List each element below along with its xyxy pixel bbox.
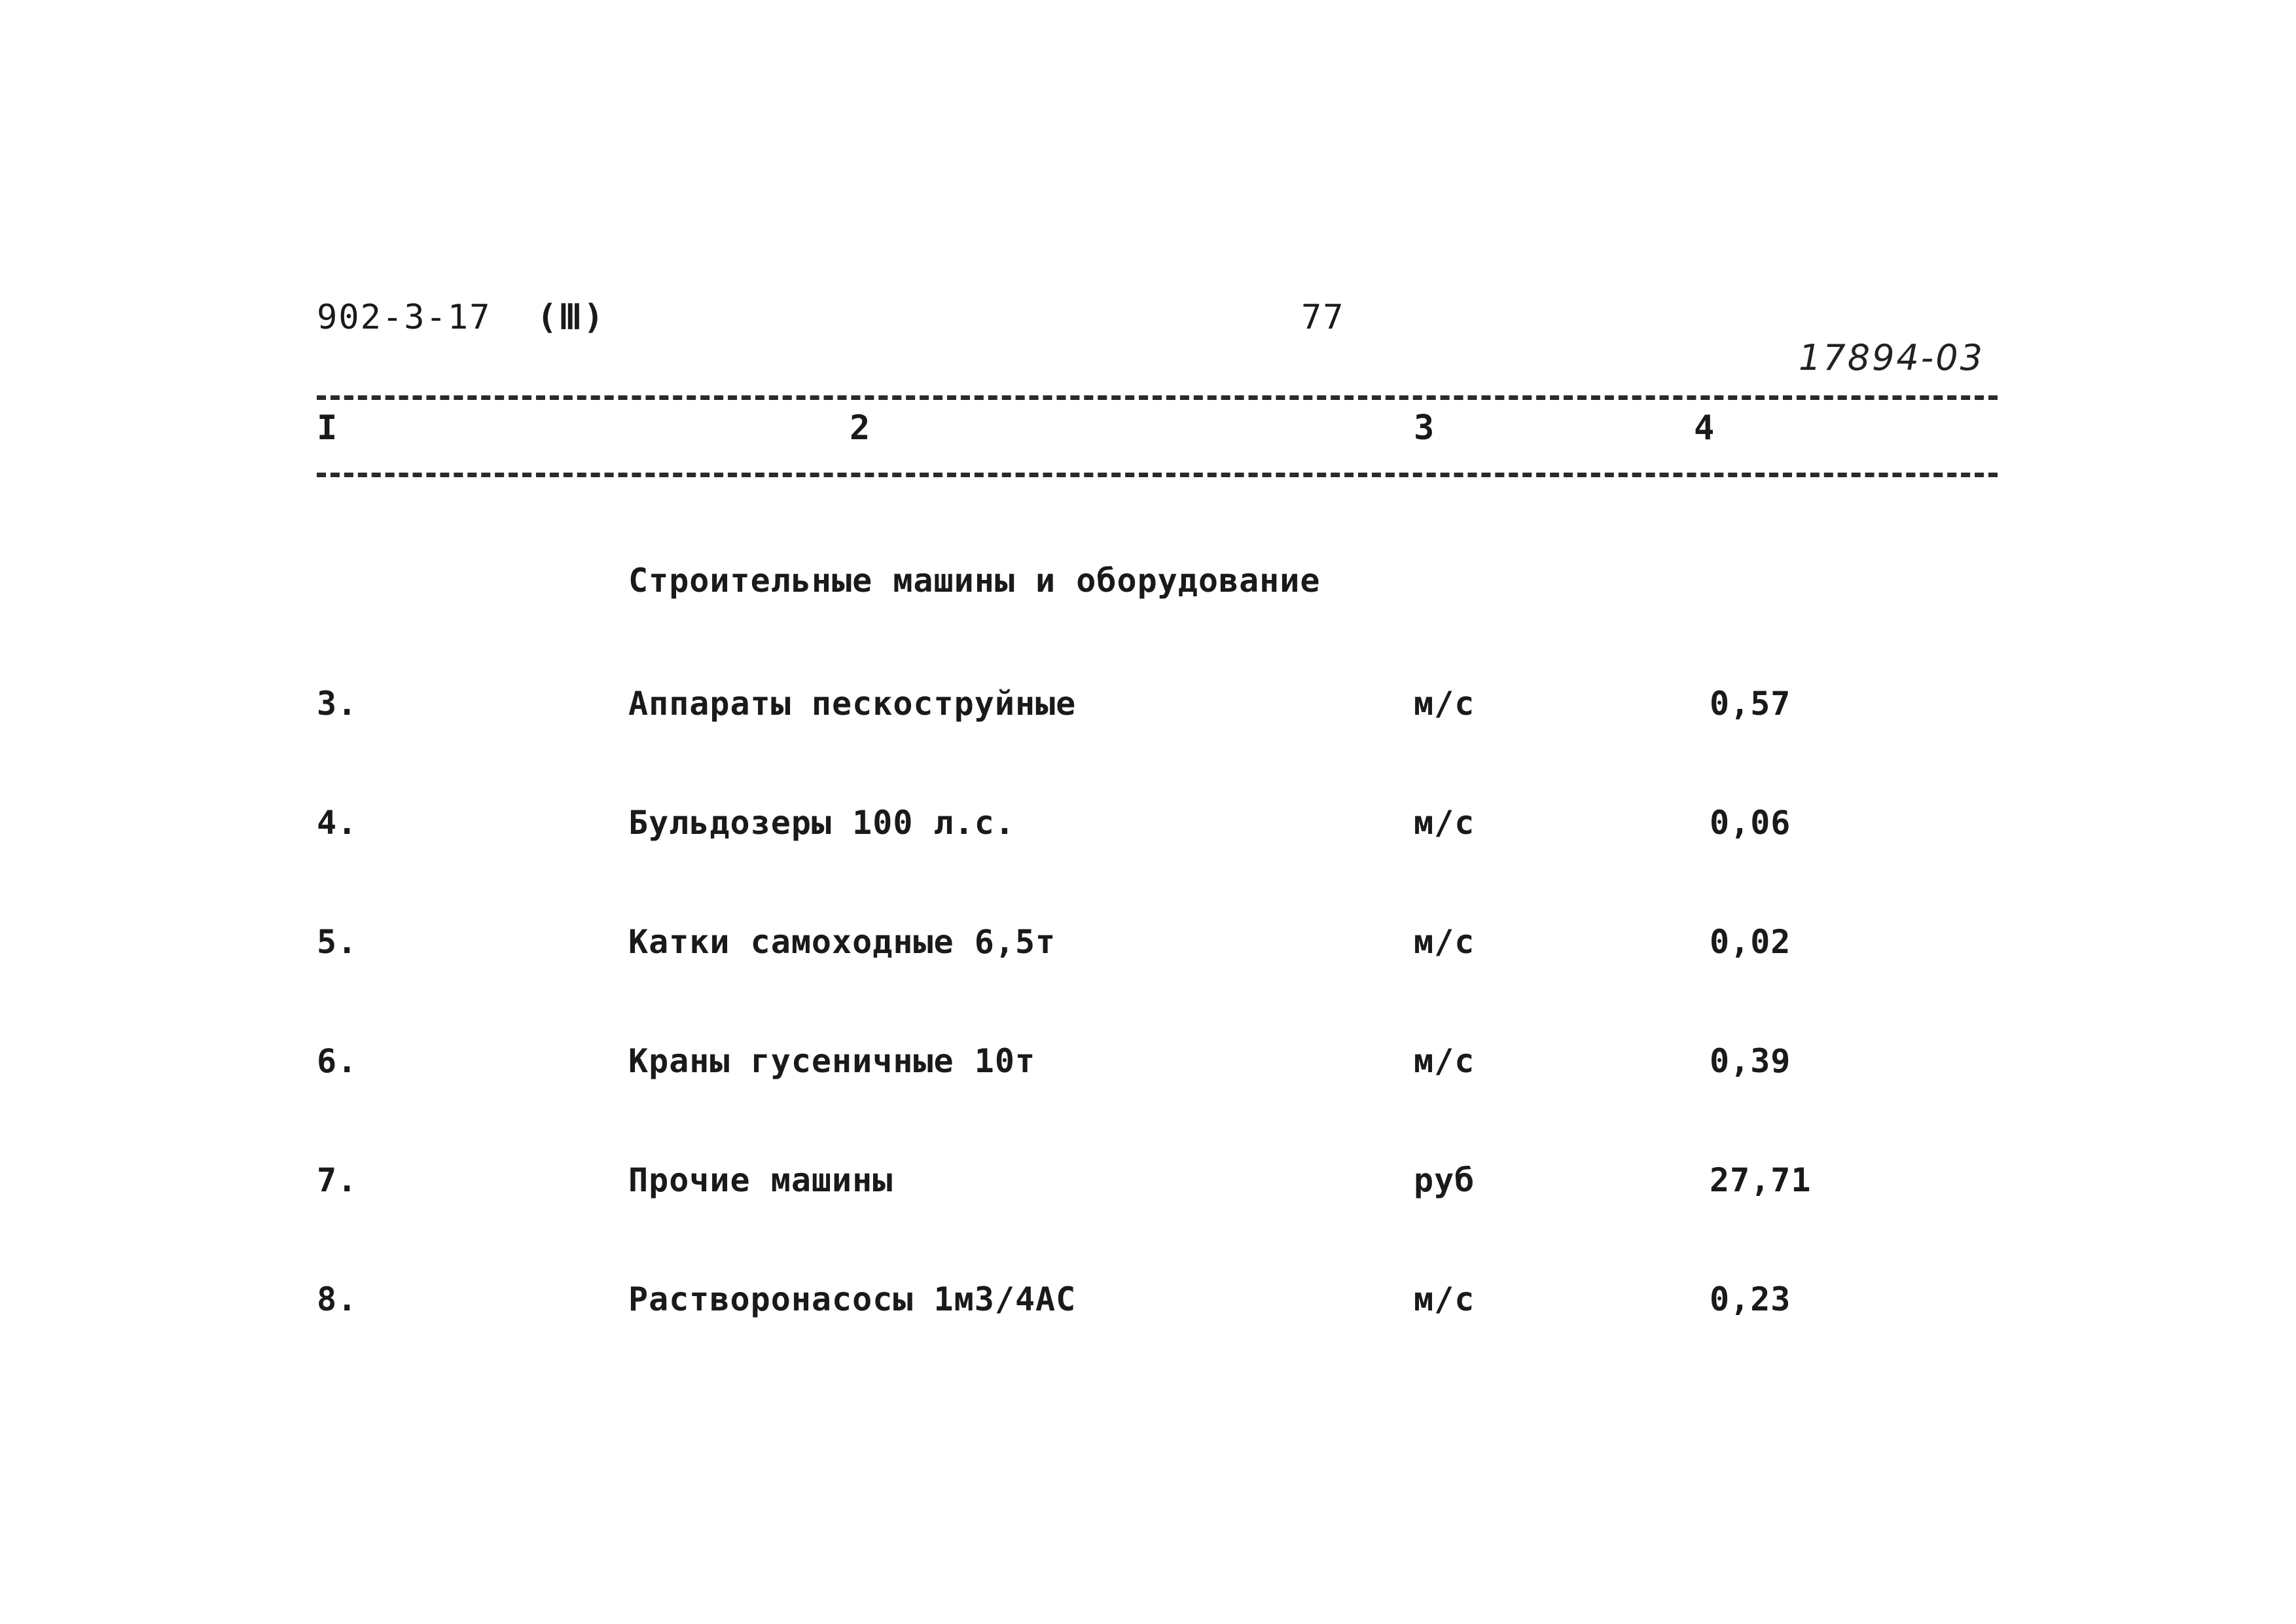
row-value: 0,23 (1710, 1280, 1791, 1318)
row-number: 5. (317, 923, 358, 961)
row-number: 7. (317, 1161, 358, 1199)
column-4-header: 4 (1694, 408, 1716, 448)
row-value: 0,57 (1710, 685, 1791, 723)
section-mark: (Ⅲ) (537, 298, 605, 337)
inventory-number: 17894-03 (1799, 337, 1984, 378)
column-3-header: 3 (1414, 408, 1436, 448)
row-unit: м/с (1414, 1280, 1475, 1318)
row-name: Краны гусеничные 10т (628, 1042, 1036, 1080)
row-name: Растворонасосы 1м3/4АС (628, 1280, 1077, 1318)
row-unit: м/с (1414, 685, 1475, 723)
row-value: 27,71 (1710, 1161, 1812, 1199)
page-number: 77 (1301, 298, 1345, 337)
row-name: Прочие машины (628, 1161, 893, 1199)
header-bottom-rule (317, 473, 1998, 477)
column-2-header: 2 (850, 408, 872, 448)
row-value: 0,39 (1710, 1042, 1791, 1080)
row-value: 0,02 (1710, 923, 1791, 961)
row-number: 4. (317, 804, 358, 842)
document-code: 902-3-17 (317, 298, 492, 337)
row-unit: руб (1414, 1161, 1475, 1199)
row-unit: м/с (1414, 1042, 1475, 1080)
row-unit: м/с (1414, 804, 1475, 842)
column-1-header: I (317, 408, 339, 448)
row-number: 6. (317, 1042, 358, 1080)
section-title: Строительные машины и оборудование (628, 562, 1321, 600)
row-name: Бульдозеры 100 л.с. (628, 804, 1015, 842)
header-top-rule (317, 395, 1998, 400)
row-name: Катки самоходные 6,5т (628, 923, 1056, 961)
row-number: 3. (317, 685, 358, 723)
row-value: 0,06 (1710, 804, 1791, 842)
row-unit: м/с (1414, 923, 1475, 961)
row-name: Аппараты пескоструйные (628, 685, 1077, 723)
row-number: 8. (317, 1280, 358, 1318)
